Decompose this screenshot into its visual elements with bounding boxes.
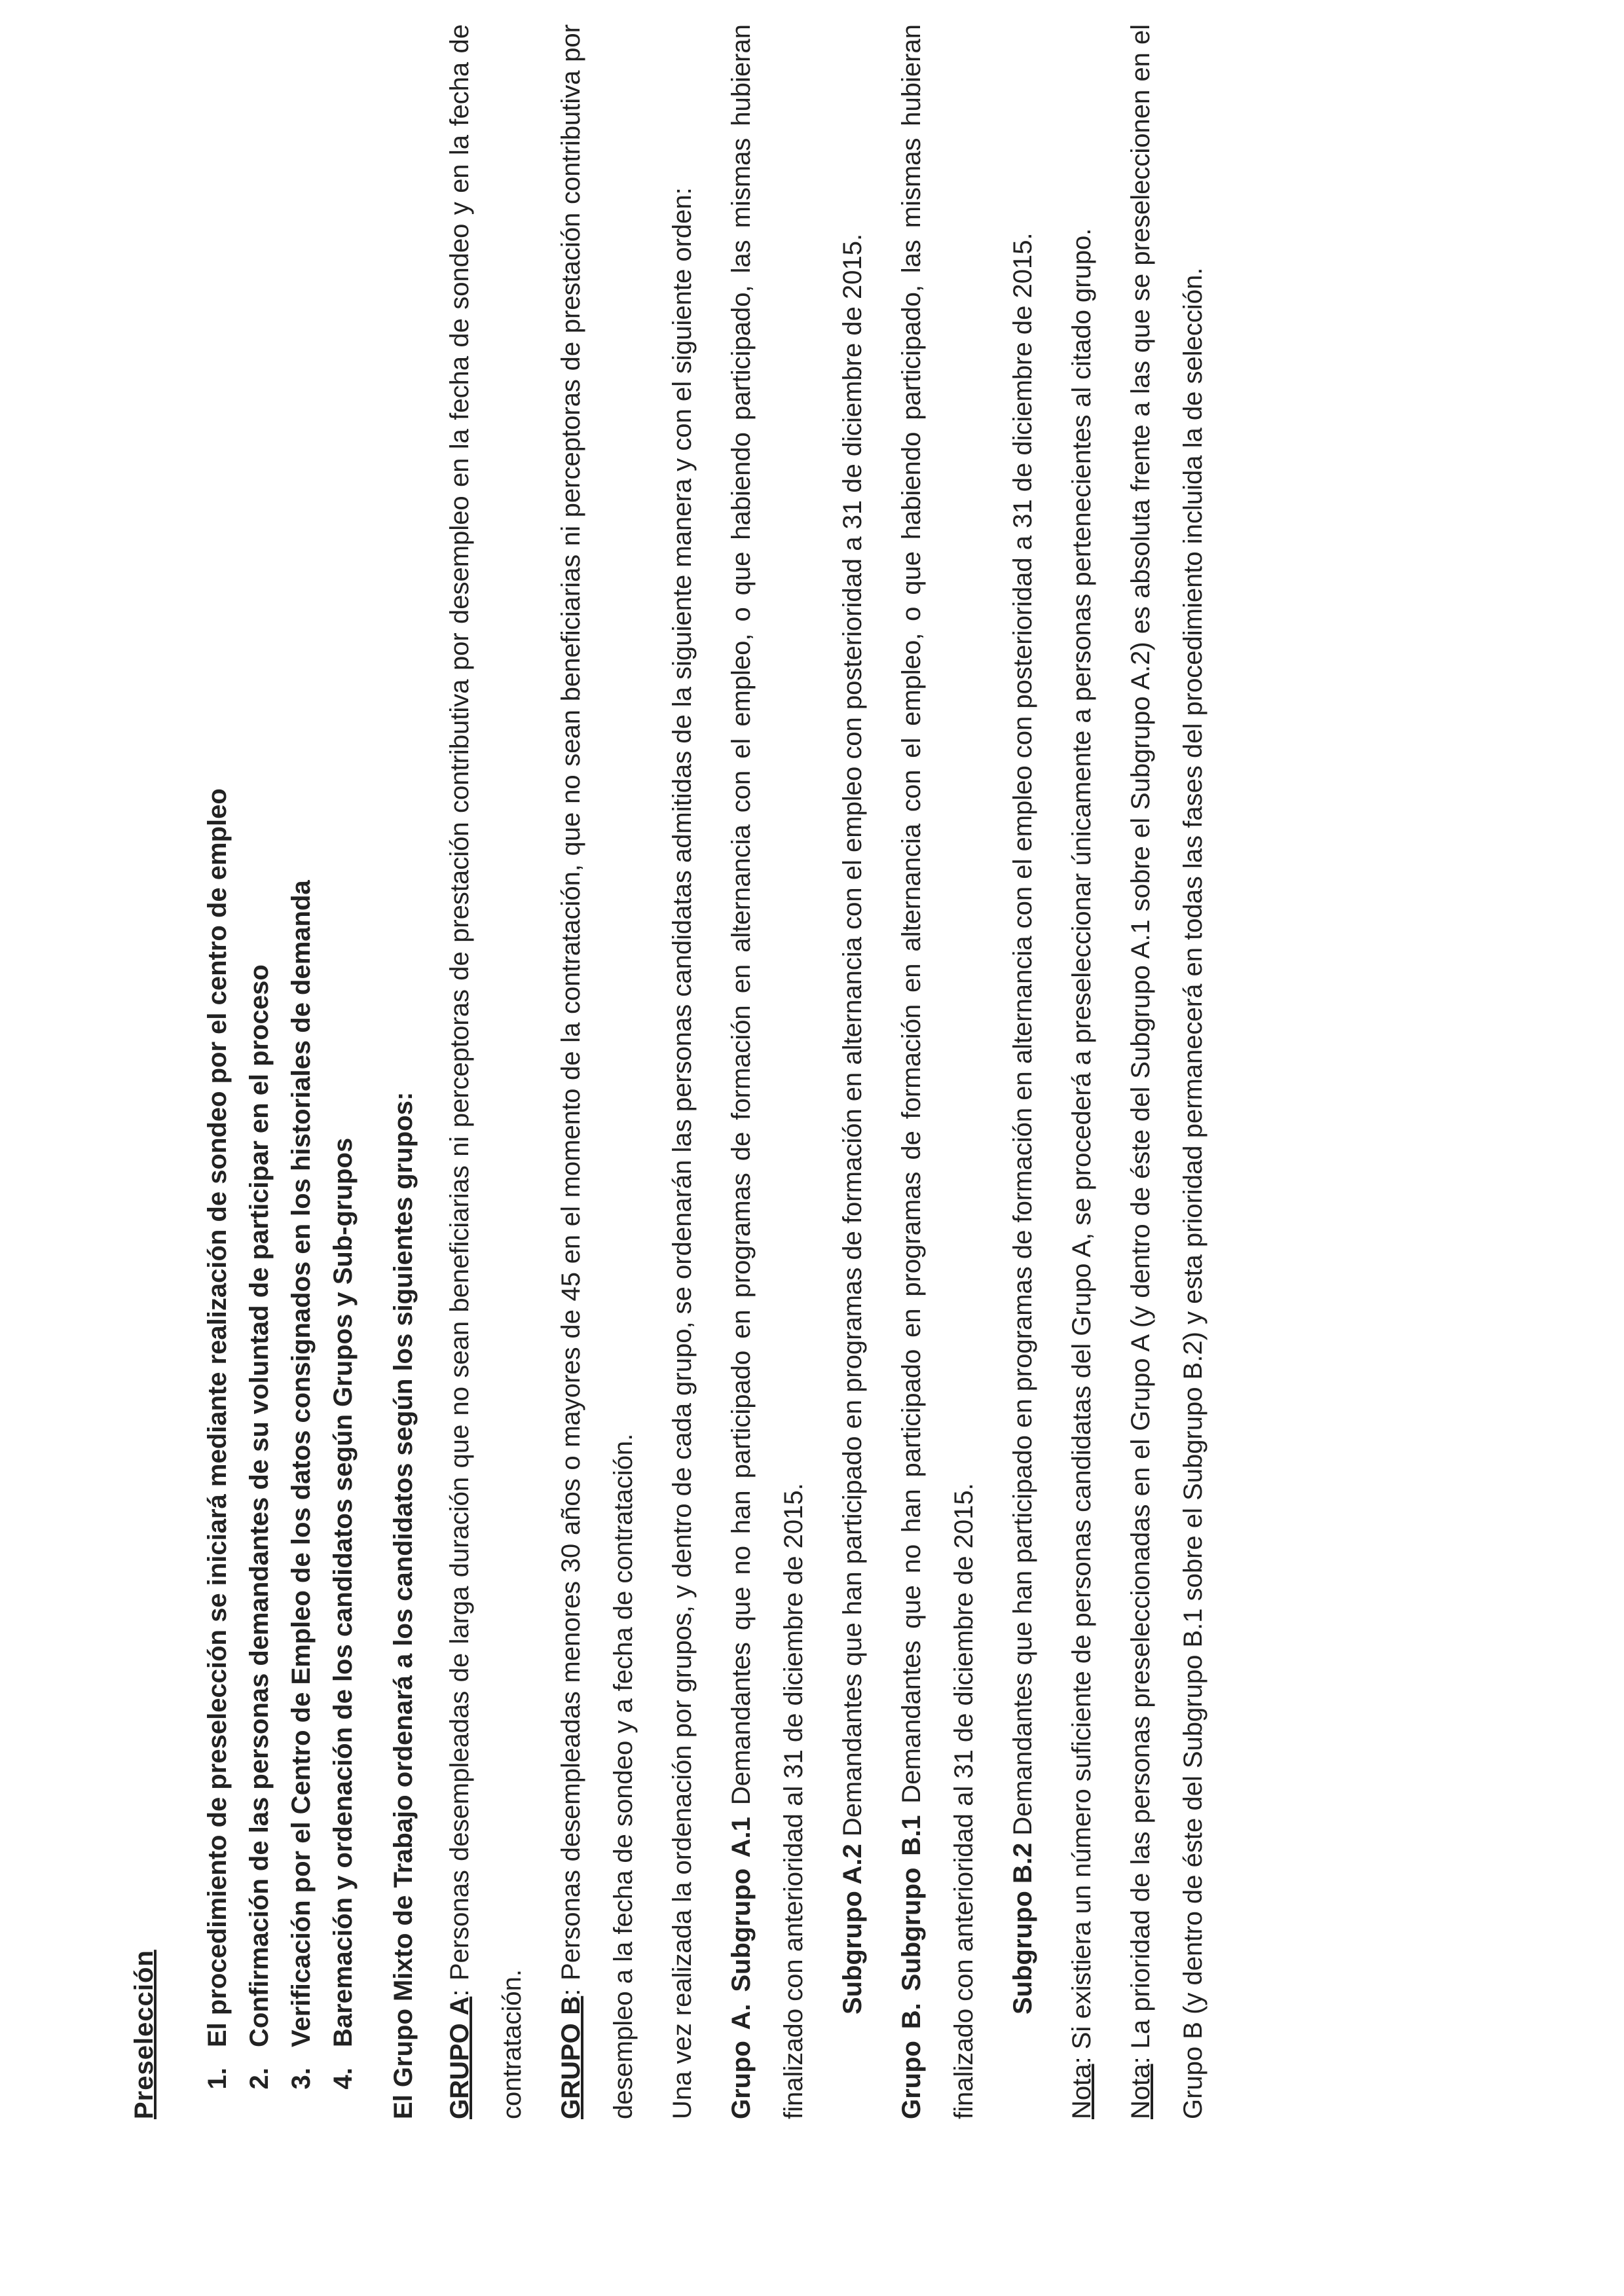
subgrupo-b1-text: Demandantes que no han participado en programas de formación en alternancia con el empleo, o que habiendo participado, las mismas hubieran finalizado con anterioridad al 31 de diciembre de 2015. bbox=[897, 24, 978, 2119]
subgrupo-b1-paragraph bbox=[885, 24, 990, 2119]
grupo-mixto-heading: El Grupo Mixto de Trabajo ordenará a los candidatos según los siguientes grupos: bbox=[389, 1091, 418, 2119]
grupo-b-paragraph bbox=[545, 24, 650, 2119]
subgrupo-b2-text: Demandantes que han participado en programas de formación en alternancia con el empleo con posterioridad a 31 de diciembre de 2015. bbox=[1008, 232, 1037, 1843]
page-title: Preselección bbox=[130, 1950, 158, 2119]
nota-1-paragraph bbox=[1056, 24, 1108, 2119]
subgrupo-a2-text: Demandantes que han participado en programas de formación en alternancia con el empleo con posterioridad a 31 de diciembre de 2015. bbox=[838, 233, 867, 1844]
grupo-a-label: GRUPO A bbox=[445, 1996, 474, 2119]
subgrupo-b2-paragraph bbox=[997, 24, 1049, 2119]
grupo-b-text: : Personas desempleadas menores 30 años o mayores de 45 en el momento de la contratación, que no sean beneficiarias ni perceptoras de prestación contributiva por desempleo a la fecha de sondeo y a fecha de contratación. bbox=[557, 24, 638, 2119]
subgrupo-a2-label: Subgrupo A.2 bbox=[838, 1844, 867, 2014]
subgrupo-a1-text: Demandantes que no han participado en programas de formación en alternancia con el empleo, o que habiendo participado, las mismas hubieran finalizado con anterioridad al 31 de diciembre de 2015. bbox=[727, 24, 808, 2119]
grupo-a-text: : Personas desempleadas de larga duración que no sean beneficiarias ni perceptoras de prestación contributiva por desempleo en la fecha de sondeo y en la fecha de contratación. bbox=[445, 24, 526, 2119]
steps-list bbox=[196, 24, 364, 2119]
step-item: 1. El procedimiento de preselección se iniciará mediante realización de sondeo por el centro de empleo bbox=[196, 24, 238, 2060]
subgrupo-a1-label: Grupo A. Subgrupo A.1 bbox=[727, 1817, 756, 2119]
grupo-b-label: GRUPO B bbox=[557, 1995, 585, 2119]
step-item: 4. Baremación y ordenación de los candidatos según Grupos y Sub-grupos bbox=[322, 24, 364, 2060]
ordering-paragraph: Una vez realizada la ordenación por grupos, y dentro de cada grupo, se ordenarán las personas candidatas admitidas de la siguiente manera y con el siguiente orden: bbox=[668, 187, 697, 2119]
subgrupo-a2-paragraph bbox=[826, 24, 879, 2119]
nota-2-text: : La prioridad de las personas preseleccionadas en el Grupo A (y dentro de éste del Subgrupo A.1 sobre el Subgrupo A.2) es absoluta frente a las que se preseleccionen en el Grupo B (y dentro de éste del Subgrupo B.1 sobre el Subgrupo B.2) y esta prioridad permanecerá en todas las fases del procedimiento incluida la de selección. bbox=[1126, 24, 1208, 2119]
document-body bbox=[111, 24, 1226, 2119]
subgrupo-b1-label: Grupo B. Subgrupo B.1 bbox=[897, 1815, 926, 2119]
grupo-a-paragraph bbox=[434, 24, 538, 2119]
nota-1-text: : Si existiera un número suficiente de personas candidatas del Grupo A, se procederá a preseleccionar únicamente a personas pertenecientes al citado grupo. bbox=[1067, 228, 1096, 2064]
nota-1-label: Nota bbox=[1067, 2064, 1096, 2119]
nota-2-paragraph bbox=[1115, 24, 1219, 2119]
nota-2-label: Nota bbox=[1126, 2064, 1155, 2119]
subgrupo-b2-label: Subgrupo B.2 bbox=[1008, 1842, 1037, 2014]
subgrupo-a1-paragraph bbox=[715, 24, 820, 2119]
step-item: 2. Confirmación de las personas demandantes de su voluntad de participar en el proceso bbox=[238, 24, 280, 2060]
step-item: 3. Verificación por el Centro de Empleo de los datos consignados en los historiales de demanda bbox=[280, 24, 322, 2060]
